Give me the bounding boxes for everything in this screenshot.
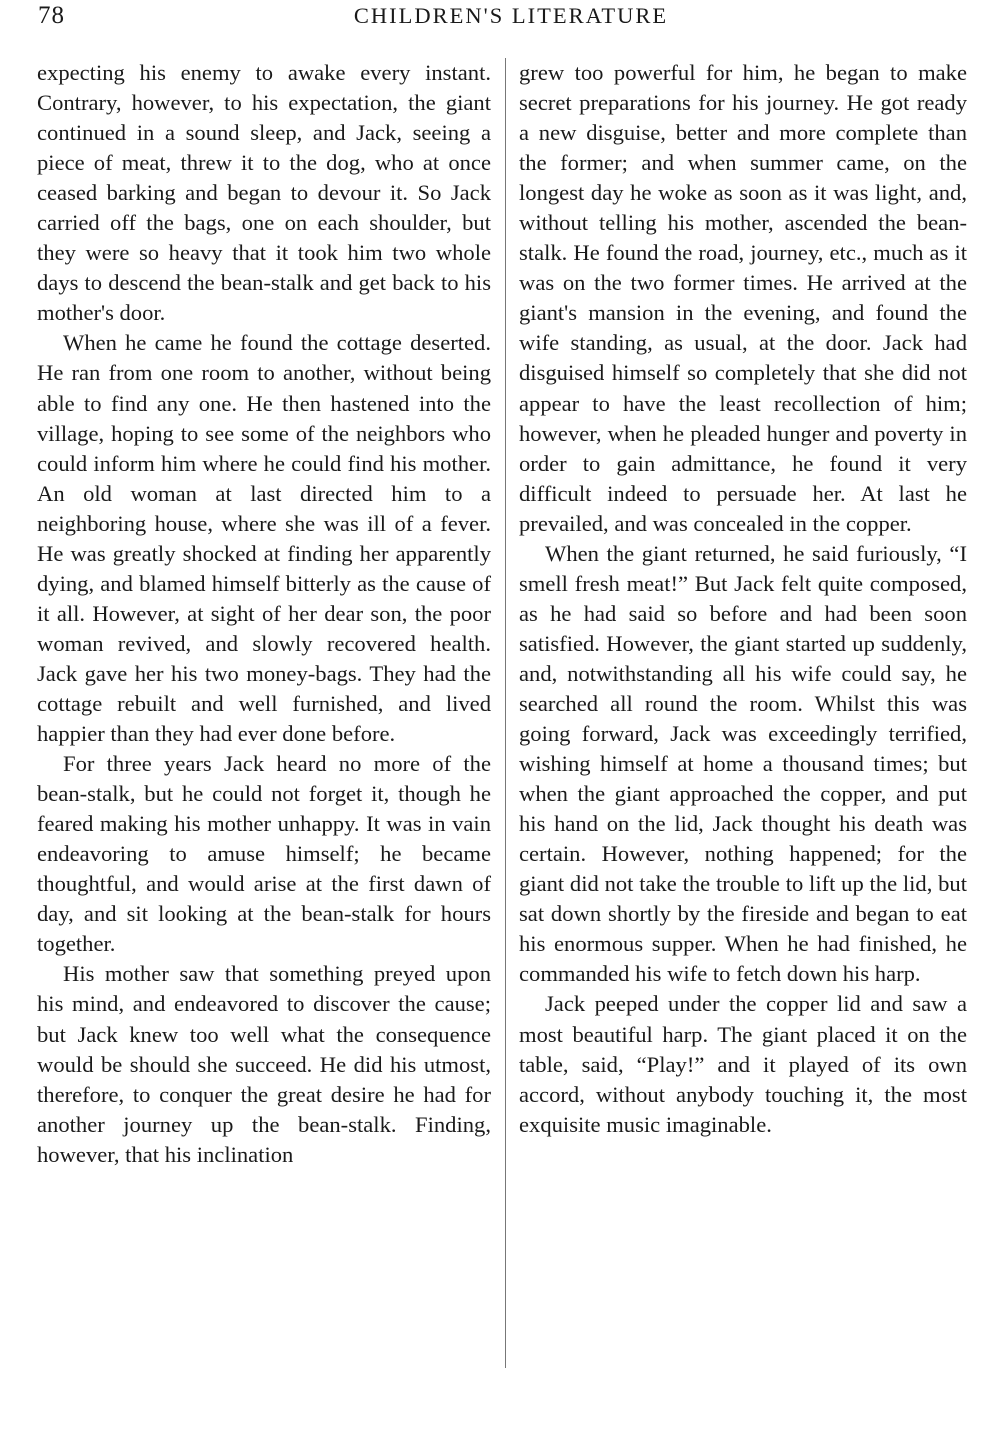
- running-title: CHILDREN'S LITERATURE: [353, 3, 669, 28]
- column-divider: [505, 58, 506, 1368]
- paragraph: Jack peeped under the copper lid and saw a most beautiful harp. The giant placed it on the table, said, “Play!” and it played of its own accord, without anybody touching it, the most exquisite music imaginable.: [519, 991, 967, 1137]
- paragraph: His mother saw that something preyed upon his mind, and endeavored to discover the cause; but Jack knew too well what the consequence would be should she succeed. He did his utmost, therefore, to conquer the great desire he had for another journey up the bean-stalk. Finding, however, that his inclination: [37, 961, 491, 1167]
- paragraph: When he came he found the cottage deserted. He ran from one room to another, without being able to find any one. He then hastened into the village, hoping to see some of the neighbors who could inform him where he could find his mother. An old woman at last directed him to a neighboring house, where she was ill of a fever. He was greatly shocked at finding her apparently dying, and blamed himself bitterly as the cause of it all. However, at sight of her dear son, the poor woman revived, and slowly recovered health. Jack gave her his two money-bags. They had the cottage rebuilt and well furnished, and lived happier than they had ever done before.: [37, 330, 491, 747]
- paragraph: expecting his enemy to awake every instant. Contrary, however, to his expectation, the giant continued in a sound sleep, and Jack, seeing a piece of meat, threw it to the dog, who at once ceased barking and began to devour it. So Jack carried off the bags, one on each shoulder, but they were so heavy that it took him two whole days to descend the bean-stalk and get back to his mother's door.: [37, 60, 491, 326]
- left-column: [37, 58, 491, 1170]
- paragraph: grew too powerful for him, he began to make secret preparations for his journey. He got ready a new disguise, better and more complete than the former; and when summer came, on the longest day he woke as soon as it was light, and, without telling his mother, ascended the bean-stalk. He found the road, journey, etc., much as it was on the two former times. He arrived at the giant's mansion in the evening, and found the wife standing, as usual, at the door. Jack had disguised himself so completely that she did not appear to have the least recollection of him; however, when he pleaded hunger and poverty in order to gain admittance, he found it very difficult indeed to persuade her. At last he prevailed, and was concealed in the copper.: [519, 60, 967, 536]
- right-column: [519, 58, 967, 1140]
- page-number: 78: [38, 2, 65, 29]
- paragraph: When the giant returned, he said furiously, “I smell fresh meat!” But Jack felt quite composed, as he had said so before and had been soon satisfied. However, the giant started up suddenly, and, notwithstanding all his wife could say, he searched all round the room. Whilst this was going forward, Jack was exceedingly terrified, wishing himself at home a thousand times; but when the giant approached the copper, and put his hand on the lid, Jack thought his death was certain. However, nothing happened; for the giant did not take the trouble to lift up the lid, but sat down shortly by the fireside and began to eat his enormous supper. When he had finished, he commanded his wife to fetch down his harp.: [519, 540, 967, 987]
- paragraph: For three years Jack heard no more of the bean-stalk, but he could not forget it, though he feared making his mother unhappy. It was in vain endeavoring to amuse himself; he became thoughtful, and would arise at the first dawn of day, and sit looking at the bean-stalk for hours together.: [37, 751, 491, 957]
